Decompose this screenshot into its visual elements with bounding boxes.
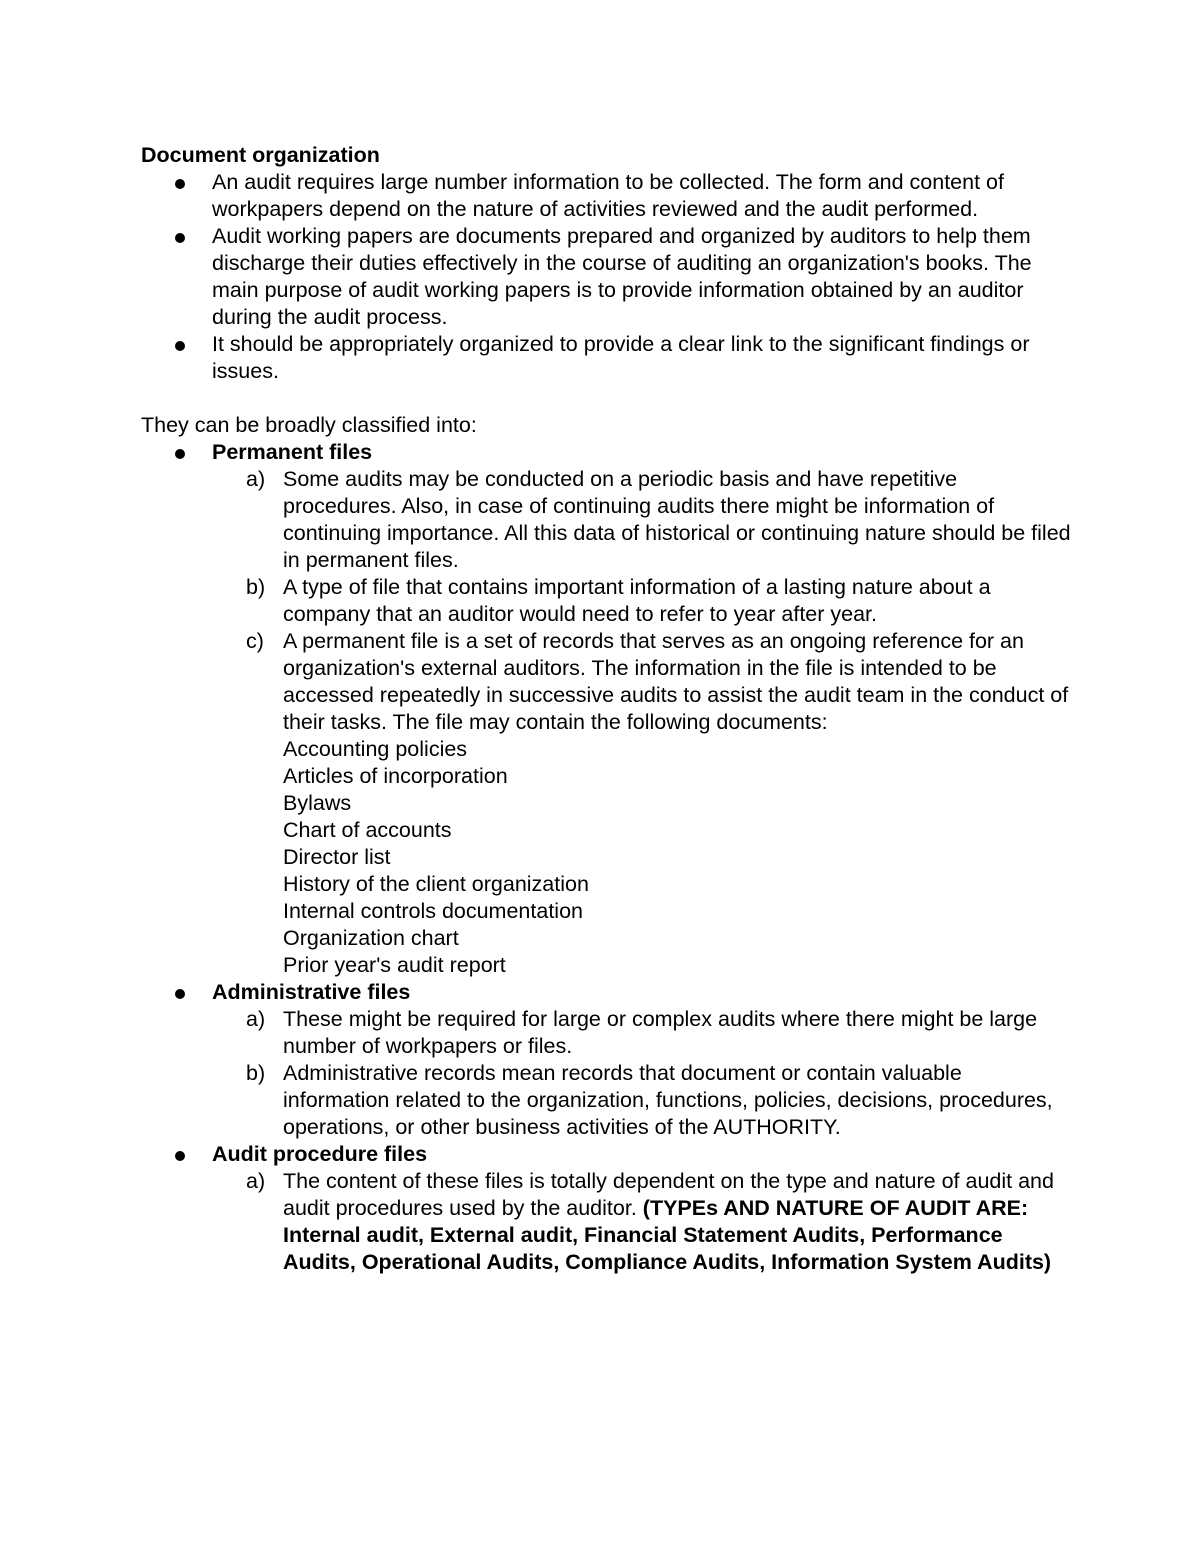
permanent-documents-list xyxy=(283,736,1071,979)
document-item: Internal controls documentation xyxy=(283,899,583,923)
file-type-title: Administrative files xyxy=(212,980,411,1004)
file-type-administrative xyxy=(141,979,1071,1141)
document-item: Articles of incorporation xyxy=(283,764,508,788)
bullet-icon xyxy=(175,233,185,243)
document-page xyxy=(141,142,1071,1276)
bullet-icon xyxy=(175,449,185,459)
sub-item-text: Some audits may be conducted on a periodic basis and have repetitive procedures. Also, in case of continuing audits there might be information of continuing importance. All this data of historical or continuing nature should be filed in permanent files. xyxy=(283,467,1071,572)
sub-item-text xyxy=(212,628,1071,979)
file-type-permanent xyxy=(141,439,1071,979)
bullet-icon xyxy=(175,1151,185,1161)
file-type-title: Permanent files xyxy=(212,440,373,464)
audit-procedure-sublist xyxy=(212,1168,1071,1276)
sub-item-text: These might be required for large or complex audits where there might be large number of workpapers or files. xyxy=(283,1007,1038,1058)
sub-item xyxy=(141,1168,1071,1276)
sub-item-marker: c) xyxy=(246,629,264,653)
sub-item-marker: a) xyxy=(246,467,266,491)
sub-item-paragraph: A permanent file is a set of records that serves as an ongoing reference for an organization's external auditors. The information in the file is intended to be accessed repeatedly in successive audits to assist the audit team in the conduct of their tasks. The file may contain the following documents: xyxy=(283,629,1069,734)
bullet-icon xyxy=(175,341,185,351)
file-type-list xyxy=(141,439,1071,1276)
intro-bullet-item xyxy=(141,223,1071,331)
intro-bullet-text: It should be appropriately organized to provide a clear link to the significant findings or issues. xyxy=(212,332,1030,383)
file-type-audit-procedure xyxy=(141,1141,1071,1276)
document-item: Director list xyxy=(283,845,391,869)
intro-bullet-text: Audit working papers are documents prepared and organized by auditors to help them discharge their duties effectively in the course of auditing an organization's books. The main purpose of audit working papers is to provide information obtained by an auditor during the audit process. xyxy=(212,224,1032,329)
sub-item-text: A type of file that contains important information of a lasting nature about a company that an auditor would need to refer to year after year. xyxy=(283,575,991,626)
bullet-icon xyxy=(175,989,185,999)
sub-item xyxy=(141,1060,1071,1141)
file-type-title: Audit procedure files xyxy=(212,1142,428,1166)
sub-item-text: Administrative records mean records that document or contain valuable information related to the organization, functions, policies, decisions, procedures, operations, or other business activities of the AUTHORITY. xyxy=(283,1061,1053,1139)
document-item: Organization chart xyxy=(283,926,459,950)
sub-item-marker: b) xyxy=(246,1061,266,1085)
sub-item-marker: a) xyxy=(246,1169,266,1193)
intro-bullet-list xyxy=(141,169,1071,385)
sub-item xyxy=(141,574,1071,628)
sub-item xyxy=(141,1006,1071,1060)
classification-intro: They can be broadly classified into: xyxy=(141,413,477,437)
intro-bullet-item xyxy=(141,331,1071,385)
sub-item-plain-text: The content of these files is totally dependent on the type and nature of audit and audit procedures used by the auditor. xyxy=(283,1169,1054,1220)
bullet-icon xyxy=(175,179,185,189)
sub-item xyxy=(141,466,1071,574)
document-heading: Document organization xyxy=(141,143,380,167)
intro-bullet-text: An audit requires large number information to be collected. The form and content of workpapers depend on the nature of activities reviewed and the audit performed. xyxy=(212,170,1004,221)
sub-item-marker: b) xyxy=(246,575,266,599)
document-item: Chart of accounts xyxy=(283,818,452,842)
document-item: Prior year's audit report xyxy=(283,953,506,977)
document-item: History of the client organization xyxy=(283,872,589,896)
sub-item-text xyxy=(212,1168,1071,1276)
audit-types-bold-text: (TYPEs AND NATURE OF AUDIT ARE: Internal audit, External audit, Financial Statement Audits, Performance Audits, Operational Audits, Compliance Audits, Information System Audits) xyxy=(283,1196,1052,1274)
intro-bullet-item xyxy=(141,169,1071,223)
permanent-sublist xyxy=(212,466,1071,979)
sub-item xyxy=(141,628,1071,979)
document-item: Accounting policies xyxy=(283,737,468,761)
administrative-sublist xyxy=(212,1006,1071,1141)
sub-item-marker: a) xyxy=(246,1007,266,1031)
document-item: Bylaws xyxy=(283,791,352,815)
